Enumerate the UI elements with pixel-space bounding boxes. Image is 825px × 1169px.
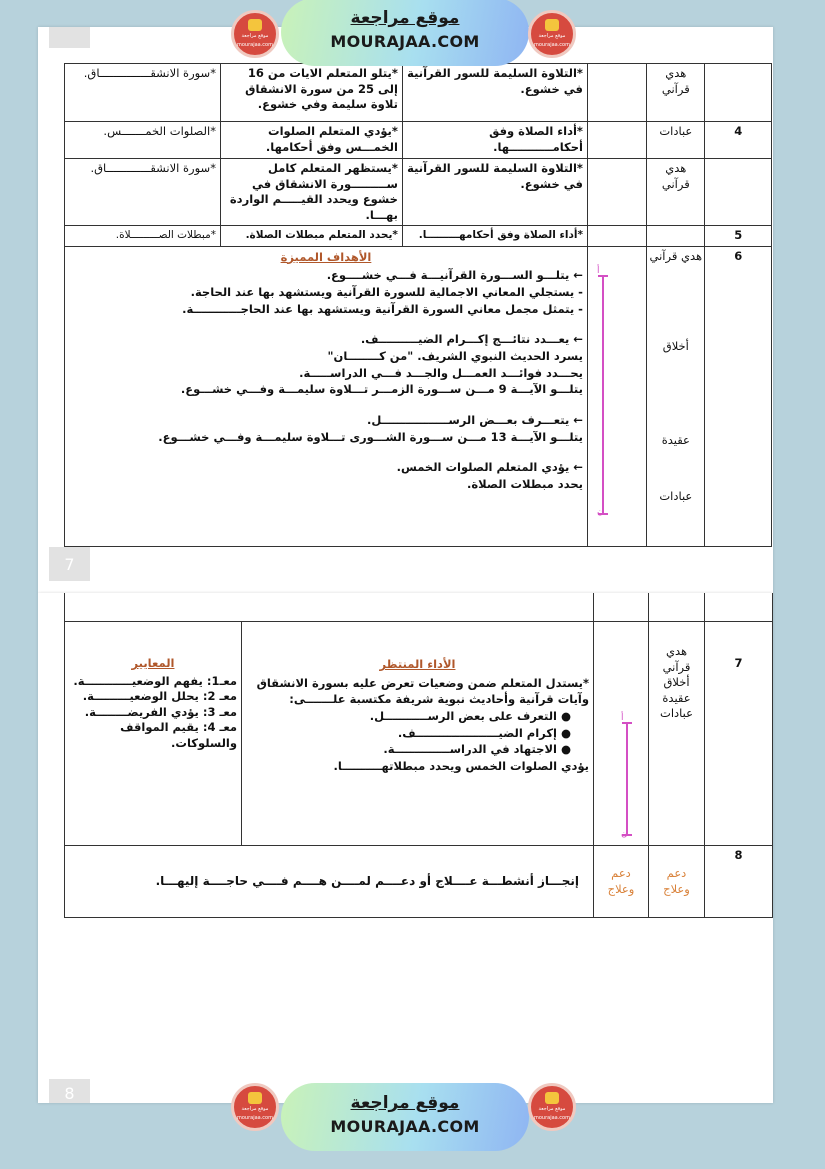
chat-bubble-icon xyxy=(248,19,262,31)
site-logo-right-top xyxy=(528,10,576,58)
chat-bubble-icon xyxy=(248,1092,262,1104)
empty-cell xyxy=(65,593,594,622)
domain-cell: دعم وعلاج xyxy=(649,846,705,918)
bullet-text: التعرف على بعض الرســـــــــــل. xyxy=(369,709,557,724)
performance-intro: *يستدل المتعلم ضمن وضعيات تعرض عليه بسورة الانشقاق وآيات قرآنية وأحاديث نبوية شريفة مكتسبة علـــــــى: xyxy=(256,675,589,707)
indicator-cell: *يستظهر المتعلم كامل ســـــــــورة الانشقاق في خشوع ويحدد القيـــــم الواردة بهـــا. xyxy=(220,159,402,226)
logo-text-en: mourajaa.com xyxy=(533,1115,570,1121)
table-row xyxy=(65,846,773,918)
empty-cell xyxy=(587,64,646,122)
empty-cell xyxy=(587,122,646,159)
watermark-arabic: موقع مراجعة xyxy=(350,8,460,28)
criterion: معـ 4: يقيم المواقف والسلوكات. xyxy=(120,720,237,750)
objectives-lines xyxy=(69,267,583,492)
empty-cell xyxy=(587,226,646,247)
table-row xyxy=(65,226,772,247)
criterion: معـ 2: يحلل الوضعيـــــــــة. xyxy=(82,689,237,704)
empty-cell xyxy=(594,593,649,622)
bullet-text: إكرام الضيـــــــــــــــــــــف. xyxy=(397,725,557,740)
support-activity-cell: إنجـــاز أنشطـــة عــــلاج أو دعــــم لمــــن هــــم فــــي حاجــــة إليهـــا. xyxy=(65,846,594,918)
watermark-latin: MOURAJAA.COM xyxy=(330,32,480,51)
criterion: معـ1: يفهم الوضعيــــــــــــة. xyxy=(73,673,237,688)
bracket-label-bottom: ن xyxy=(596,507,604,518)
site-logo-left-top xyxy=(231,10,279,58)
page-number-7: 7 xyxy=(49,547,90,581)
distinctive-objectives-cell xyxy=(65,246,588,546)
domain-label: هدي قرآني xyxy=(649,248,703,263)
domain-label: عبادات xyxy=(660,706,693,721)
row-number: 4 xyxy=(705,122,772,159)
objective-line: ← يعـــدد نتائـــج إكـــرام الضيــــــــــف. xyxy=(360,332,583,347)
table-row xyxy=(65,122,772,159)
indicator-cell: *يؤدي المتعلم الصلوات الخمـــس وفق أحكامها. xyxy=(220,122,402,159)
table-row xyxy=(65,64,772,122)
row-number: 7 xyxy=(705,622,773,846)
performance-bullet: ● الاجتهاد في الدراســــــــــــــة. xyxy=(383,742,571,757)
objective-cell: *التلاوة السليمة للسور القرآنية في خشوع. xyxy=(402,64,587,122)
objective-line: يحدد مبطلات الصلاة. xyxy=(467,476,583,491)
bracket-label-top: أ xyxy=(621,713,624,723)
criteria-cell xyxy=(65,622,242,846)
chat-bubble-icon xyxy=(545,1092,559,1104)
indicator-cell: *يتلو المتعلم الايات من 16 إلى 25 من سورة الانشقاق تلاوة سليمة وفي خشوع. xyxy=(220,64,402,122)
objective-line: ← يتلـــو الســـورة القرآنيـــة فـــي خشــــوع. xyxy=(326,268,583,283)
domain-label: عقيدة xyxy=(661,432,690,447)
row-number: 5 xyxy=(705,226,772,247)
site-logo-right-bottom xyxy=(528,1083,576,1131)
spacer xyxy=(69,317,583,331)
content-cell: *الصلوات الخمـــــــس. xyxy=(65,122,221,159)
objective-line: - يتمثل مجمل معاني السورة القرآنية ويستشهد بها عند الحاجــــــــــــة. xyxy=(182,301,583,316)
objective-line: يحـــدد فوائـــد العمـــل والجـــد فـــي الدراســـــة. xyxy=(299,365,583,380)
table-row xyxy=(65,622,773,846)
lesson-table-bottom xyxy=(64,593,773,918)
domain-label: هدي xyxy=(665,644,688,658)
objective-line: يسرد الحديث النبوي الشريف. "من كــــــــان" xyxy=(327,348,583,363)
row-number: 8 xyxy=(705,846,773,918)
criteria-header: المعايير xyxy=(131,656,175,670)
lesson-table-top xyxy=(64,63,772,547)
logo-text-en: mourajaa.com xyxy=(236,42,273,48)
spacer xyxy=(69,445,583,459)
domain-label: عبادات xyxy=(659,488,693,503)
objective-line: يتلـــو الآيـــة 13 مـــن ســـورة الشـــورى تـــلاوة سليمـــة وفـــي خشـــوع. xyxy=(158,429,583,444)
domain-label: أخلاق xyxy=(663,675,690,690)
content-cell: *سورة الانشقـــــــــــــاق. xyxy=(65,159,221,226)
bracket-cell xyxy=(587,246,646,546)
content-cell: *سورة الانشقـــــــــــــــاق. xyxy=(65,64,221,122)
domain-cell xyxy=(647,226,705,247)
objective-cell: *أداء الصلاة وفق أحكامـــــــــــها. xyxy=(402,122,587,159)
empty-cell xyxy=(587,159,646,226)
domain-label: قرآني xyxy=(662,659,691,674)
domains-cell xyxy=(647,246,705,546)
table-row xyxy=(65,593,773,622)
document-page-7 xyxy=(38,27,773,593)
objective-line: ← يتعـــرف بعـــض الرســـــــــــــــــل. xyxy=(367,412,583,427)
bracket-label-bottom: ن xyxy=(621,828,628,839)
site-logo-left-bottom xyxy=(231,1083,279,1131)
objective-line: - يستجلي المعاني الاجمالية للسورة القرآنية ويستشهد بها عند الحاجة. xyxy=(190,284,583,299)
support-label-cell: دعم وعلاج xyxy=(594,846,649,918)
domain-cell: هدي قرآني xyxy=(647,159,705,226)
watermark-latin: MOURAJAA.COM xyxy=(330,1117,480,1136)
row-number xyxy=(705,64,772,122)
domain-label: عقيدة xyxy=(662,690,691,705)
objective-line: ← يؤدي المتعلم الصلوات الخمس. xyxy=(396,460,583,475)
logo-text-en: mourajaa.com xyxy=(533,42,570,48)
spacer xyxy=(69,398,583,412)
objective-cell: *أداء الصلاة وفق أحكامهـــــــــا. xyxy=(402,226,587,247)
site-watermark-bottom xyxy=(281,1083,529,1151)
logo-text-ar: موقع مراجعة xyxy=(241,1106,269,1112)
content-cell: *مبطلات الصـــــــــلاة. xyxy=(65,226,221,247)
domain-cell: هدي قرآني xyxy=(647,64,705,122)
empty-cell xyxy=(649,593,705,622)
vertical-bracket xyxy=(596,265,604,518)
performance-last: يؤدي الصلوات الخمس ويحدد مبطلاتهــــــــــا. xyxy=(333,759,589,774)
table-row xyxy=(65,246,772,546)
objective-line: يتلـــو الآيـــة 9 مـــن ســـورة الزمـــر تـــلاوة سليمـــة وفـــي خشـــوع. xyxy=(180,382,583,397)
table-row xyxy=(65,159,772,226)
objective-cell: *التلاوة السليمة للسور القرآنية في خشوع. xyxy=(402,159,587,226)
logo-text-ar: موقع مراجعة xyxy=(538,33,566,39)
performance-bullet: ● إكرام الضيـــــــــــــــــــــف. xyxy=(397,725,571,740)
bullet-text: الاجتهاد في الدراســــــــــــــة. xyxy=(383,742,557,757)
vertical-bracket xyxy=(621,713,628,839)
performance-header: الأداء المنتظر xyxy=(379,657,456,671)
domains-cell xyxy=(649,622,705,846)
performance-bullet: ● التعرف على بعض الرســـــــــــل. xyxy=(369,709,571,724)
bracket-label-top: أ xyxy=(596,265,600,276)
site-watermark-top xyxy=(281,0,529,66)
watermark-arabic: موقع مراجعة xyxy=(350,1093,460,1113)
domain-cell: عبادات xyxy=(647,122,705,159)
empty-cell xyxy=(705,593,773,622)
performance-cell xyxy=(242,622,594,846)
page-number-8: 8 xyxy=(49,1079,90,1103)
logo-text-ar: موقع مراجعة xyxy=(241,33,269,39)
criterion: معـ 3: يؤدي الفريضــــــــة. xyxy=(84,704,237,719)
logo-text-ar: موقع مراجعة xyxy=(538,1106,566,1112)
row-number xyxy=(705,159,772,226)
distinctive-objectives-header: الأهداف المميزة xyxy=(280,249,372,264)
logo-text-en: mourajaa.com xyxy=(236,1115,273,1121)
domain-label: أخلاق xyxy=(662,338,689,353)
indicator-cell: *يحدد المتعلم مبطلات الصلاة. xyxy=(220,226,402,247)
document-page-8 xyxy=(38,593,773,1103)
bracket-cell xyxy=(594,622,649,846)
row-number: 6 xyxy=(705,246,772,546)
page-tab-top xyxy=(49,27,90,48)
chat-bubble-icon xyxy=(545,19,559,31)
